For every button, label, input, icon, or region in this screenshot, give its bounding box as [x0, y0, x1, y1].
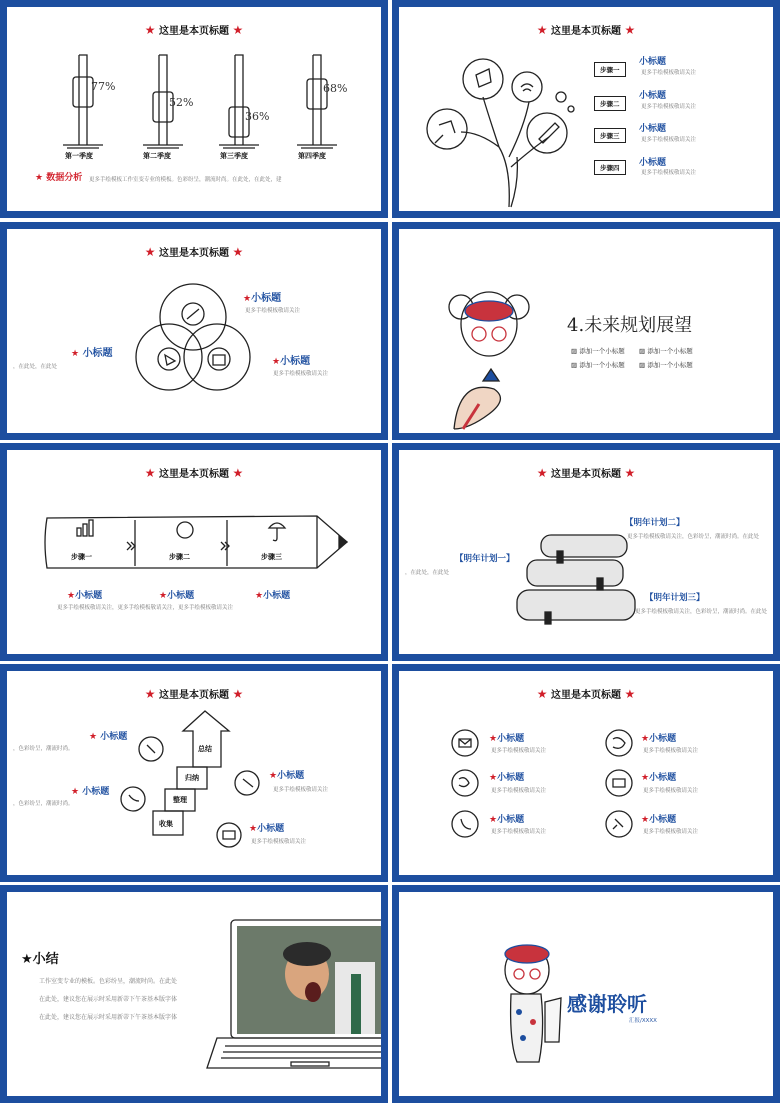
- step-3-label: 步骤三: [261, 553, 282, 561]
- summary-line-3: 在此处，建议您在展示时采用新蒂下午茶基本版字体: [39, 1014, 178, 1021]
- step-1-label: 步骤一: [71, 553, 92, 561]
- slide-8[interactable]: [392, 664, 780, 882]
- slide-2[interactable]: [392, 0, 780, 218]
- analysis-label: ★ 数据分析: [35, 173, 83, 183]
- item-6-text: 更多手绘模板敬请关注: [643, 829, 699, 835]
- right-heading: ★小标题: [272, 356, 311, 367]
- right-text: 更多手绘模板敬请关注: [273, 371, 329, 377]
- slide-title: ★ 这里是本页标题 ★: [144, 245, 244, 259]
- left-text: ，在此处，在此处: [13, 364, 58, 370]
- slide-title: ★ 这里是本页标题 ★: [536, 687, 636, 701]
- step-4-text: 更多手绘模板敬请关注: [641, 170, 697, 176]
- step-3-heading: 小标题: [639, 124, 667, 134]
- step-2-label: 步骤二: [169, 553, 190, 561]
- stair-1: 总结: [198, 745, 212, 753]
- step-2-text: 更多手绘模板敬请关注: [641, 104, 697, 110]
- thanks-sub: 汇报/XXXX: [629, 1018, 657, 1024]
- left-text-2: ，色彩纷呈，潮流时尚。: [13, 801, 74, 807]
- slide-10[interactable]: [392, 885, 780, 1103]
- bar-4-label: 第四季度: [298, 152, 326, 160]
- item-5-heading: ★小标题: [641, 773, 677, 783]
- plan-1-text: ，在此处，在此处: [405, 570, 450, 576]
- slide-1[interactable]: [0, 0, 388, 218]
- slide-4[interactable]: [392, 222, 780, 440]
- step-4-box: 步骤四: [594, 160, 626, 175]
- bar-1-pct: 77%: [91, 80, 116, 93]
- step-3-text: 更多手绘模板敬请关注: [641, 137, 697, 143]
- thanks-title: 感谢聆听: [567, 992, 647, 1016]
- item-3-text: 更多手绘模板敬请关注: [491, 829, 547, 835]
- bar-4-pct: 68%: [323, 82, 348, 95]
- item-2-heading: ★小标题: [489, 773, 525, 783]
- slide-title: ★ 这里是本页标题 ★: [144, 23, 244, 37]
- step-3-box: 步骤三: [594, 128, 626, 143]
- right-text-2: 更多手绘模板敬请关注: [251, 839, 307, 845]
- slide-title: ★ 这里是本页标题 ★: [144, 466, 244, 480]
- bar-3-label: 第三季度: [220, 152, 248, 160]
- summary-line-2: 在此处，建议您在展示时采用新蒂下午茶基本版字体: [39, 996, 178, 1003]
- item-1-heading: ★小标题: [489, 734, 525, 744]
- steps-text: 更多手绘模板敬请关注，更多手绘模板敬请关注，更多手绘模板敬请关注: [57, 605, 234, 611]
- slide-title: ★ 这里是本页标题 ★: [536, 466, 636, 480]
- top-text: 更多手绘模板敬请关注: [245, 308, 301, 314]
- plan-3-text: 更多手绘模板敬请关注，色彩纷呈，潮流时尚。在此处: [635, 609, 768, 615]
- step-1-text: 更多手绘模板敬请关注: [641, 70, 697, 76]
- stair-2: 归纳: [185, 774, 199, 782]
- plan-2: 【明年计划二】: [625, 518, 685, 528]
- item-3-heading: ★小标题: [489, 815, 525, 825]
- slide-6[interactable]: [392, 443, 780, 661]
- item-4-heading: ★小标题: [641, 734, 677, 744]
- summary-heading: ★小结: [21, 952, 59, 967]
- heading-1: ★ 小标题: [89, 732, 128, 742]
- top-heading: ★小标题: [243, 293, 282, 304]
- slide-7[interactable]: [0, 664, 388, 882]
- heading-3: ★小标题: [269, 771, 305, 781]
- heading-3: ★小标题: [255, 591, 291, 601]
- analysis-text: 更多手绘模板工作室变专业的模板。色彩纷呈，潮流时尚。在此处，在此处，建: [89, 177, 282, 183]
- slide-9[interactable]: [0, 885, 388, 1103]
- right-text-1: 更多手绘模板敬请关注: [273, 787, 329, 793]
- thermometer-bars: [7, 7, 388, 218]
- heading-2: ★ 小标题: [71, 787, 110, 797]
- plan-1: 【明年计划一】: [455, 554, 515, 564]
- bar-2-label: 第二季度: [143, 152, 171, 160]
- item-3: ▨ 添加一个小标题: [571, 361, 625, 369]
- bar-3-pct: 36%: [245, 110, 270, 123]
- left-heading: ★ 小标题: [71, 348, 113, 359]
- left-text-1: ，色彩纷呈，潮流时尚。: [13, 746, 74, 752]
- tree-illustration: [399, 7, 780, 218]
- item-1: ▨ 添加一个小标题: [571, 347, 625, 355]
- stair-4: 收集: [159, 820, 173, 828]
- slide-5[interactable]: [0, 443, 388, 661]
- item-4-text: 更多手绘模板敬请关注: [643, 748, 699, 754]
- plan-2-text: 更多手绘模板敬请关注，色彩纷呈，潮流时尚。在此处: [627, 534, 760, 540]
- plan-3: 【明年计划三】: [645, 593, 705, 603]
- venn-diagram: [7, 229, 388, 440]
- summary-line-1: 工作室变专业的模板。色彩纷呈，潮流时尚。在此处: [39, 978, 178, 985]
- item-4: ▨ 添加一个小标题: [639, 361, 693, 369]
- icon-list: [399, 671, 780, 882]
- slide-3[interactable]: [0, 222, 388, 440]
- pencil-process: [7, 450, 388, 661]
- step-1-heading: 小标题: [639, 57, 667, 67]
- item-2: ▨ 添加一个小标题: [639, 347, 693, 355]
- bar-2-pct: 52%: [169, 96, 194, 109]
- item-5-text: 更多手绘模板敬请关注: [643, 788, 699, 794]
- heading-1: ★小标题: [67, 591, 103, 601]
- section-title: 4.未来规划展望: [567, 315, 693, 336]
- step-4-heading: 小标题: [639, 158, 667, 168]
- slide-title: ★ 这里是本页标题 ★: [144, 687, 244, 701]
- stair-3: 整理: [173, 796, 187, 804]
- item-6-heading: ★小标题: [641, 815, 677, 825]
- slide-title: ★ 这里是本页标题 ★: [536, 23, 636, 37]
- step-2-heading: 小标题: [639, 91, 667, 101]
- heading-4: ★小标题: [249, 824, 285, 834]
- heading-2: ★小标题: [159, 591, 195, 601]
- step-1-box: 步骤一: [594, 62, 626, 77]
- laptop-illustration: [7, 892, 388, 1103]
- step-2-box: 步骤二: [594, 96, 626, 111]
- bar-1-label: 第一季度: [65, 152, 93, 160]
- item-2-text: 更多手绘模板敬请关注: [491, 788, 547, 794]
- item-1-text: 更多手绘模板敬请关注: [491, 748, 547, 754]
